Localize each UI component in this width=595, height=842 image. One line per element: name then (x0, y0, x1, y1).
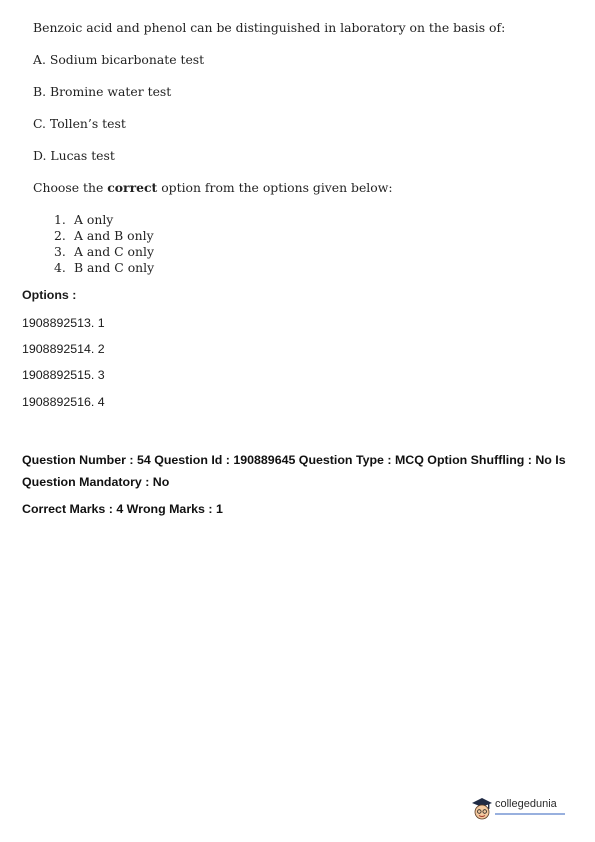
choice-list (54, 212, 154, 276)
collegedunia-logo (470, 796, 570, 824)
statement-d: D. Lucas test (33, 148, 115, 163)
logo-tagline-bar (495, 813, 565, 815)
choice-item: 4. B and C only (54, 260, 155, 275)
question-meta-line-1: Question Number : 54 Question Id : 190889645 Question Type : MCQ Option Shuffling : No Is (22, 453, 566, 467)
instruction-bold: correct (107, 180, 158, 195)
question-meta-line-2: Question Mandatory : No (22, 475, 170, 489)
statement-a: A. Sodium bicarbonate test (33, 52, 205, 67)
option-item-1: 1908892513. 1 (22, 316, 105, 330)
choice-item: 1. A only (54, 212, 114, 227)
option-item-2: 1908892514. 2 (22, 342, 105, 356)
question-stem: Benzoic acid and phenol can be distinguished in laboratory on the basis of: (33, 20, 506, 35)
question-meta-line-3: Correct Marks : 4 Wrong Marks : 1 (22, 502, 223, 516)
logo-wordmark: collegedunia (495, 798, 557, 810)
options-heading: Options : (22, 288, 77, 302)
option-item-4: 1908892516. 4 (22, 395, 105, 409)
graduate-mascot-icon (470, 796, 494, 822)
statement-b: B. Bromine water test (33, 84, 172, 99)
instruction-line (33, 180, 393, 195)
statement-c: C. Tollen’s test (33, 116, 126, 131)
choice-item: 2. A and B only (54, 228, 154, 243)
option-item-3: 1908892515. 3 (22, 368, 105, 382)
instruction-pre: Choose the (33, 180, 108, 195)
choice-item: 3. A and C only (54, 244, 154, 259)
instruction-post: option from the options given below: (157, 180, 393, 195)
